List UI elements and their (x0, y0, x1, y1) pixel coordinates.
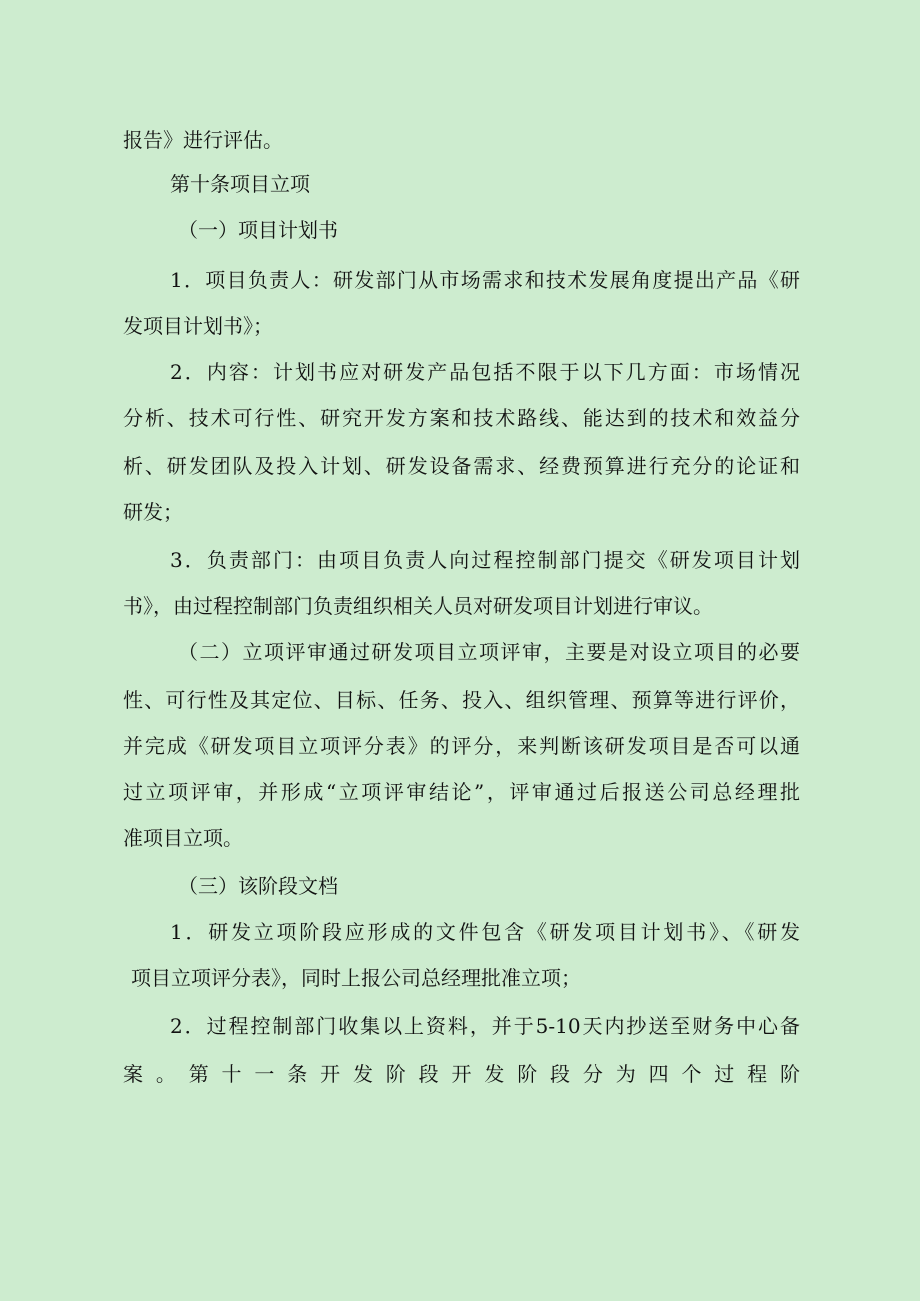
text-line (0, 398, 920, 438)
text-line (0, 260, 920, 300)
line-text: 1．研发立项阶段应形成的文件包含《研发项目计划书》、《研发 (170, 920, 800, 944)
subsection-heading (0, 866, 920, 906)
text-line (0, 120, 920, 160)
line-text: 准项目立项。 (123, 826, 243, 850)
line-text: 2．内容：计划书应对研发产品包括不限于以下几方面：市场情况 (170, 360, 800, 384)
text-line (0, 680, 920, 720)
line-text: 并完成《研发项目立项评分表》的评分，来判断该研发项目是否可以通 (123, 734, 800, 758)
text-line (0, 586, 920, 626)
line-text: 3．负责部门：由项目负责人向过程控制部门提交《研发项目计划 (170, 548, 800, 572)
text-line (0, 540, 920, 580)
text-line (0, 912, 920, 952)
line-text: 析、研发团队及投入计划、研发设备需求、经费预算进行充分的论证和 (123, 454, 800, 478)
line-text: 报告》进行评估。 (123, 128, 283, 152)
text-line (0, 446, 920, 486)
text-line (0, 1054, 920, 1094)
text-line (0, 772, 920, 812)
text-line (0, 818, 920, 858)
line-text: 过立项评审，并形成“立项评审结论”，评审通过后报送公司总经理批 (123, 780, 800, 804)
text-line (0, 492, 920, 532)
section-heading (0, 164, 920, 204)
line-text: 案。第十一条开发阶段开发阶段分为四个过程阶 (123, 1062, 800, 1086)
line-text: 研发； (123, 500, 183, 524)
text-line (0, 306, 920, 346)
text-line (0, 726, 920, 766)
text-line (0, 958, 920, 998)
text-line (0, 632, 920, 672)
line-text: （三）该阶段文档 (178, 874, 338, 898)
line-text: （二）立项评审通过研发项目立项评审，主要是对设立项目的必要 (178, 640, 800, 664)
line-text: 性、可行性及其定位、目标、任务、投入、组织管理、预算等进行评价， (123, 688, 800, 712)
line-text: 书》，由过程控制部门负责组织相关人员对研发项目计划进行审议。 (123, 594, 713, 618)
line-text: 发项目计划书》； (123, 314, 273, 338)
text-line (0, 1006, 920, 1046)
subsection-heading (0, 210, 920, 250)
text-line (0, 352, 920, 392)
line-text: 项目立项评分表》，同时上报公司总经理批准立项； (131, 966, 581, 990)
line-text: 第十条项目立项 (170, 172, 310, 196)
line-text: （一）项目计划书 (178, 218, 338, 242)
line-text: 分析、技术可行性、研究开发方案和技术路线、能达到的技术和效益分 (123, 406, 800, 430)
line-text: 2．过程控制部门收集以上资料，并于5-10天内抄送至财务中心备 (170, 1014, 800, 1038)
line-text: 1．项目负责人：研发部门从市场需求和技术发展角度提出产品《研 (170, 268, 800, 292)
